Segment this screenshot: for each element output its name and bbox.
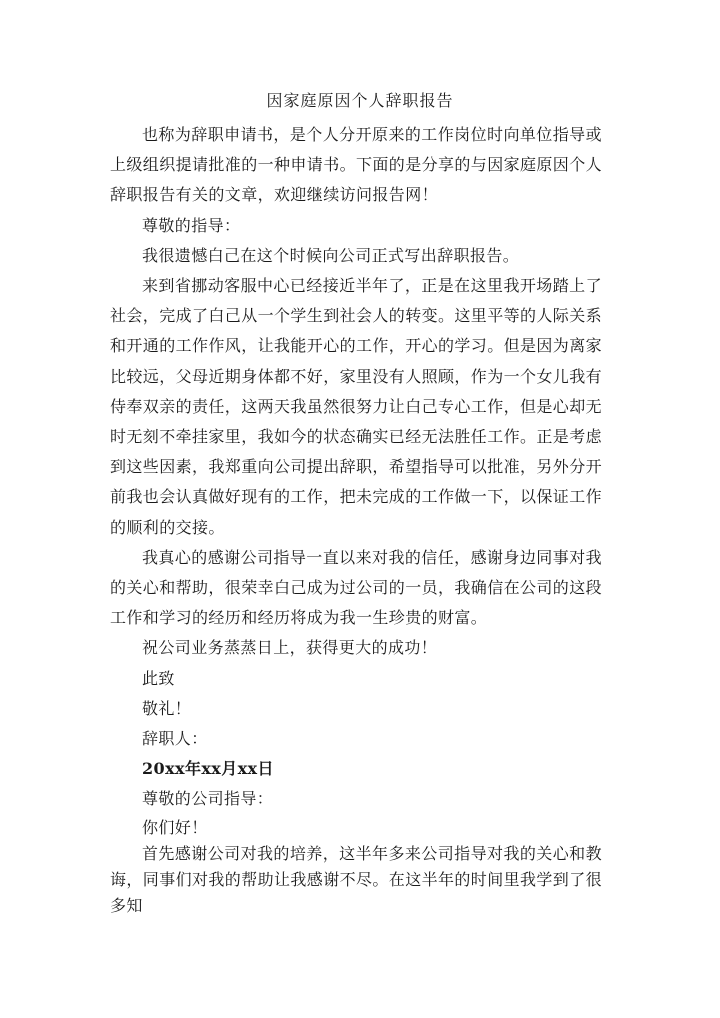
- greeting: 你们好！: [142, 817, 208, 837]
- document-body: [110, 120, 602, 919]
- signature-label: 辞职人：: [142, 729, 208, 749]
- closing-jingli: 敬礼！: [142, 698, 192, 718]
- closing-wish: 祝公司业务蒸蒸日上，获得更大的成功！: [142, 638, 438, 658]
- second-letter-paragraph: 首先感谢公司对我的培养，这半年多来公司指导对我的关心和教诲，同事们对我的帮助让我感谢不尽。在这半年的时间里我学到了很多知: [110, 843, 603, 915]
- body-paragraph-thanks: 我真心的感谢公司指导一直以来对我的信任，感谢身边同事对我的关心和帮助，很荣幸白己成为过公司的一员，我确信在公司的这段工作和学习的经历和经历将成为我一生珍贵的财富。: [110, 547, 603, 628]
- signature-date: 20xx年xx月xx日: [142, 759, 274, 779]
- opening-line: 我很遗憾白己在这个时候向公司正式写出辞职报告。: [142, 245, 520, 265]
- closing-cizhi: 此致: [142, 668, 175, 688]
- intro-paragraph: 也称为辞职申请书，是个人分开原来的工作岗位时向单位指导或上级组织提请批准的一种申请书。下面的是分享的与因家庭原因个人辞职报告有关的文章，欢迎继续访问报告网！: [110, 125, 603, 205]
- second-salutation: 尊敬的公司指导：: [142, 789, 274, 809]
- salutation: 尊敬的指导：: [142, 215, 241, 235]
- body-paragraph-reasons: 来到省挪动客服中心已经接近半年了，正是在这里我开场踏上了社会，完成了白己从一个学生到社会人的转变。这里平等的人际关系和开通的工作作风，让我能开心的工作，开心的学习。但是因为离家比较远，父母近期身体都不好，家里没有人照顾，作为一个女儿我有侍奉双亲的责任，这两天我虽然很努力让白己专心工作，但是心却无时无刻不牵挂家里，我如今的状态确实已经无法胜任工作。正是考虑到这些因素，我郑重向公司提出辞职，希望指导可以批准，另外分开前我也会认真做好现有的工作，把未完成的工作做一下，以保证工作的顺利的交接。: [110, 276, 603, 537]
- document-title: 因家庭原因个人辞职报告: [266, 91, 454, 110]
